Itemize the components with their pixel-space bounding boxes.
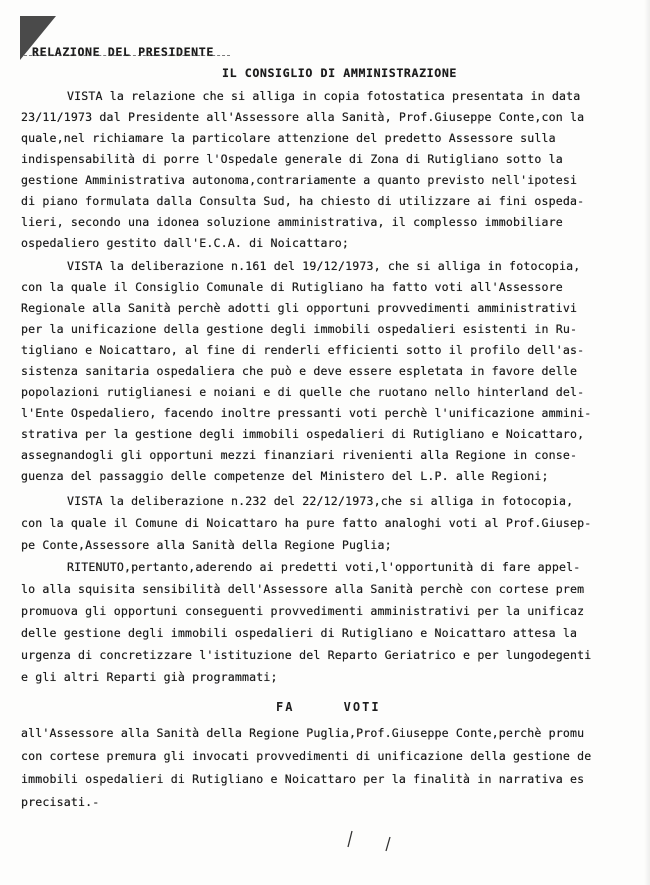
closing-line: precisati.- (21, 795, 100, 809)
body-line: lo alla squisita sensibilità dell'Assessore alla Sanità perchè con cortese prem (21, 582, 585, 596)
scan-edge-shadow (644, 0, 650, 885)
body-line: popolazioni rutiglianesi e noiani e di quelle che ruotano nello hinterland del- (21, 385, 585, 399)
resolution-heading: FA VOTI (276, 700, 381, 714)
body-line: VISTA la relazione che si alliga in copia fotostatica presentata in data (67, 89, 581, 103)
body-line: quale,nel richiamare la particolare attenzione del predetto Assessore sulla (21, 131, 556, 145)
body-line: con la quale il Consiglio Comunale di Rutigliano ha fatto voti all'Assessore (21, 280, 563, 294)
body-line: assegnandogli gli opportuni mezzi finanziari rivenienti alla Regione in conse- (21, 448, 578, 462)
body-line: con la quale il Comune di Noicattaro ha pure fatto analoghi voti al Prof.Giusep- (21, 516, 592, 530)
body-line: pe Conte,Assessore alla Sanità della Regione Puglia; (21, 538, 392, 552)
document-title: IL CONSIGLIO DI AMMINISTRAZIONE (222, 66, 457, 80)
body-line: per la unificazione della gestione degli immobili ospedalieri esistenti in Ru- (21, 322, 578, 336)
body-line: VISTA la deliberazione n.232 del 22/12/1973,che si alliga in fotocopia, (67, 494, 574, 508)
section-header: RELAZIONE DEL PRESIDENTE (32, 45, 214, 59)
closing-line: immobili ospedalieri di Rutigliano e Noicattaro per la finalità in narrativa es (21, 772, 585, 786)
body-line: Regionale alla Sanità perchè adotti gli opportuni provvedimenti amministrativi (21, 301, 578, 315)
closing-line: con cortese premura gli invocati provvedimenti di unificazione della gestione de (21, 749, 592, 763)
body-line: e gli altri Reparti già programmati; (21, 670, 278, 684)
handwritten-marks (340, 825, 400, 859)
body-line: di piano formulata dalla Consulta Sud, ha chiesto di utilizzare ai fini ospeda- (21, 194, 585, 208)
body-line: VISTA la deliberazione n.161 del 19/12/1973, che si alliga in fotocopia, (67, 259, 581, 273)
body-line: urgenza di concretizzare l'istituzione del Reparto Geriatrico e per lungodegenti (21, 648, 592, 662)
closing-line: all'Assessore alla Sanità della Regione Puglia,Prof.Giuseppe Conte,perchè promu (21, 726, 585, 740)
handwritten-marks-icon (340, 825, 400, 855)
body-line: 23/11/1973 dal Presidente all'Assessore alla Sanità, Prof.Giuseppe Conte,con la (21, 110, 585, 124)
body-line: indispensabilità di porre l'Ospedale generale di Zona di Rutigliano sotto la (21, 152, 563, 166)
body-line: gestione Amministrativa autonoma,contrariamente a quanto previsto nell'ipotesi (21, 173, 578, 187)
body-line: l'Ente Ospedaliero, facendo inoltre pressanti voti perchè l'unificazione ammini- (21, 406, 592, 420)
body-line: strativa per la gestione degli immobili ospedalieri di Rutigliano e Noicattaro, (21, 427, 585, 441)
header-underline (24, 55, 230, 56)
body-line: promuova gli opportuni conseguenti provvedimenti amministrativi per la unificaz (21, 604, 585, 618)
body-line: sistenza sanitaria ospedaliera che può e deve essere espletata in favore delle (21, 364, 578, 378)
body-line: delle gestione degli immobili ospedalieri di Rutigliano e Noicattaro attesa la (21, 626, 578, 640)
body-line: lieri, secondo una idonea soluzione amministrativa, il complesso immobiliare (21, 215, 563, 229)
body-line: tigliano e Noicattaro, al fine di renderli efficienti sotto il profilo dell'as- (21, 343, 585, 357)
body-line: guenza del passaggio delle competenze del Ministero del L.P. alle Regioni; (21, 469, 549, 483)
body-line: RITENUTO,pertanto,aderendo ai predetti voti,l'opportunità di fare appel- (67, 560, 581, 574)
body-line: ospedaliero gestito dall'E.C.A. di Noicattaro; (21, 236, 349, 250)
